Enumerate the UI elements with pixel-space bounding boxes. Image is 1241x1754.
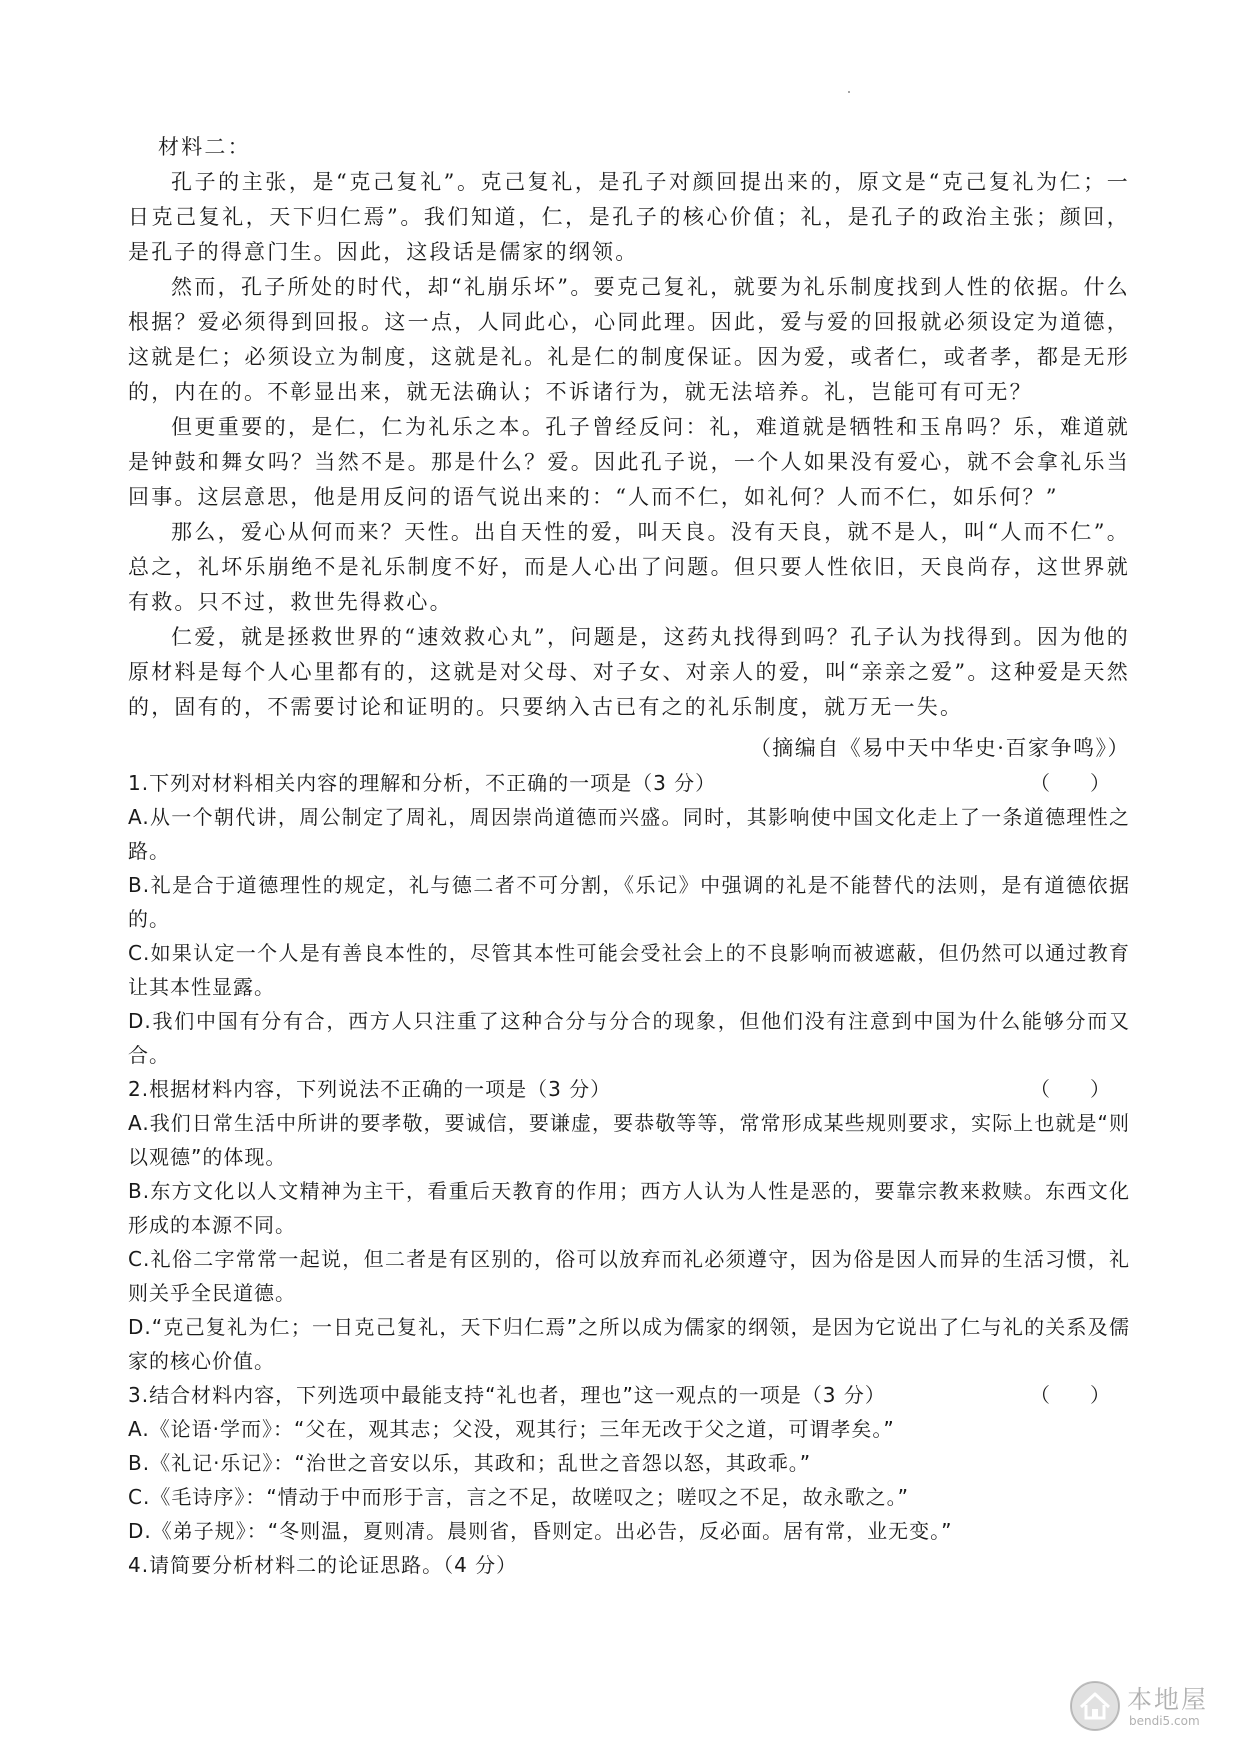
question-2-option-a: A.我们日常生活中所讲的要孝敬，要诚信，要谦虚，要恭敬等等，常常形成某些规则要求，实际上也就是“则以观德”的体现。 [128, 1111, 1130, 1169]
scan-dot [848, 91, 850, 93]
question-1-stem [128, 766, 1130, 800]
material-paragraph-1: 孔子的主张，是“克己复礼”。克己复礼，是孔子对颜回提出来的，原文是“克己复礼为仁；一日克己复礼，天下归仁焉”。我们知道，仁，是孔子的核心价值；礼，是孔子的政治主张；颜回，是孔子的得意门生。因此，这段话是儒家的纲领。 [128, 170, 1130, 264]
material-paragraph-2: 然而，孔子所处的时代，却“礼崩乐坏”。要克己复礼，就要为礼乐制度找到人性的依据。什么根据？爱必须得到回报。这一点，人同此心，心同此理。因此，爱与爱的回报就必须设定为道德，这就是仁；必须设立为制度，这就是礼。礼是仁的制度保证。因为爱，或者仁，或者孝，都是无形的，内在的。不彰显出来，就无法确认；不诉诸行为，就无法培养。礼，岂能可有可无？ [128, 275, 1130, 404]
watermark-name: 本地屋 [1127, 1685, 1209, 1714]
question-3-stem [128, 1378, 1130, 1412]
question-2-option-d: D.“克己复礼为仁；一日克己复礼，天下归仁焉”之所以成为儒家的纲领，是因为它说出了仁与礼的关系及儒家的核心价值。 [128, 1315, 1130, 1373]
question-3-text: 3.结合材料内容，下列选项中最能支持“礼也者，理也”这一观点的一项是（3 分） [128, 1383, 886, 1407]
question-2-answer-blank: （ ） [1030, 1077, 1110, 1101]
question-2-text: 2.根据材料内容，下列说法不正确的一项是（3 分） [128, 1077, 612, 1101]
questions [128, 766, 1130, 1582]
question-3-option-a: A.《论语·学而》：“父在，观其志；父没，观其行；三年无改于父之道，可谓孝矣。” [128, 1417, 895, 1441]
question-1-option-c: C.如果认定一个人是有善良本性的，尽管其本性可能会受社会上的不良影响而被遮蔽，但仍然可以通过教育让其本性显露。 [128, 941, 1130, 999]
question-3-option-d: D.《弟子规》：“冬则温，夏则凊。晨则省，昏则定。出必告，反必面。居有常，业无变。” [128, 1519, 953, 1543]
watermark-url: bendi5.com [1129, 1714, 1200, 1728]
material-heading: 材料二： [158, 135, 251, 159]
material-paragraph-4: 那么，爱心从何而来？天性。出自天性的爱，叫天良。没有天良，就不是人，叫“人而不仁”。总之，礼坏乐崩绝不是礼乐制度不好，而是人心出了问题。但只要人性依旧，天良尚存，这世界就有救。只不过，救世先得救心。 [128, 520, 1130, 614]
question-3-option-b: B.《礼记·乐记》：“治世之音安以乐，其政和；乱世之音怨以怒，其政乖。” [128, 1451, 812, 1475]
question-4-stem [128, 1548, 1130, 1582]
question-1-text: 1.下列对材料相关内容的理解和分析，不正确的一项是（3 分） [128, 771, 717, 795]
question-1-answer-blank: （ ） [1030, 771, 1110, 795]
watermark [1069, 1678, 1219, 1734]
question-3-answer-blank: （ ） [1030, 1383, 1110, 1407]
material-two [128, 130, 1130, 725]
question-1-option-b: B.礼是合于道德理性的规定，礼与德二者不可分割，《乐记》中强调的礼是不能替代的法则，是有道德依据的。 [128, 873, 1130, 931]
material-paragraph-3: 但更重要的，是仁，仁为礼乐之本。孔子曾经反问：礼，难道就是牺牲和玉帛吗？乐，难道就是钟鼓和舞女吗？当然不是。那是什么？爱。因此孔子说，一个人如果没有爱心，就不会拿礼乐当回事。这层意思，他是用反问的语气说出来的：“人而不仁，如礼何？人而不仁，如乐何？” [128, 415, 1130, 509]
question-1-option-a: A.从一个朝代讲，周公制定了周礼，周因崇尚道德而兴盛。同时，其影响使中国文化走上了一条道德理性之路。 [128, 805, 1130, 863]
question-2-option-c: C.礼俗二字常常一起说，但二者是有区别的，俗可以放弃而礼必须遵守，因为俗是因人而异的生活习惯，礼则关乎全民道德。 [128, 1247, 1130, 1305]
question-2-option-b: B.东方文化以人文精神为主干，看重后天教育的作用；西方人认为人性是恶的，要靠宗教来救赎。东西文化形成的本源不同。 [128, 1179, 1130, 1237]
question-1-option-d: D.我们中国有分有合，西方人只注重了这种合分与分合的现象，但他们没有注意到中国为什么能够分而又合。 [128, 1009, 1130, 1067]
question-2-stem [128, 1072, 1130, 1106]
question-4-text: 4.请简要分析材料二的论证思路。（4 分） [128, 1553, 518, 1577]
question-3-option-c: C.《毛诗序》：“情动于中而形于言，言之不足，故嗟叹之；嗟叹之不足，故永歌之。” [128, 1485, 910, 1509]
material-paragraph-5: 仁爱，就是拯救世界的“速效救心丸”，问题是，这药丸找得到吗？孔子认为找得到。因为他的原材料是每个人心里都有的，这就是对父母、对子女、对亲人的爱，叫“亲亲之爱”。这种爱是天然的，固有的，不需要讨论和证明的。只要纳入古已有之的礼乐制度，就万无一失。 [128, 625, 1130, 719]
house-logo-icon [1069, 1680, 1121, 1732]
material-source: （摘编自《易中天中华史·百家争鸣》） [749, 736, 1130, 760]
